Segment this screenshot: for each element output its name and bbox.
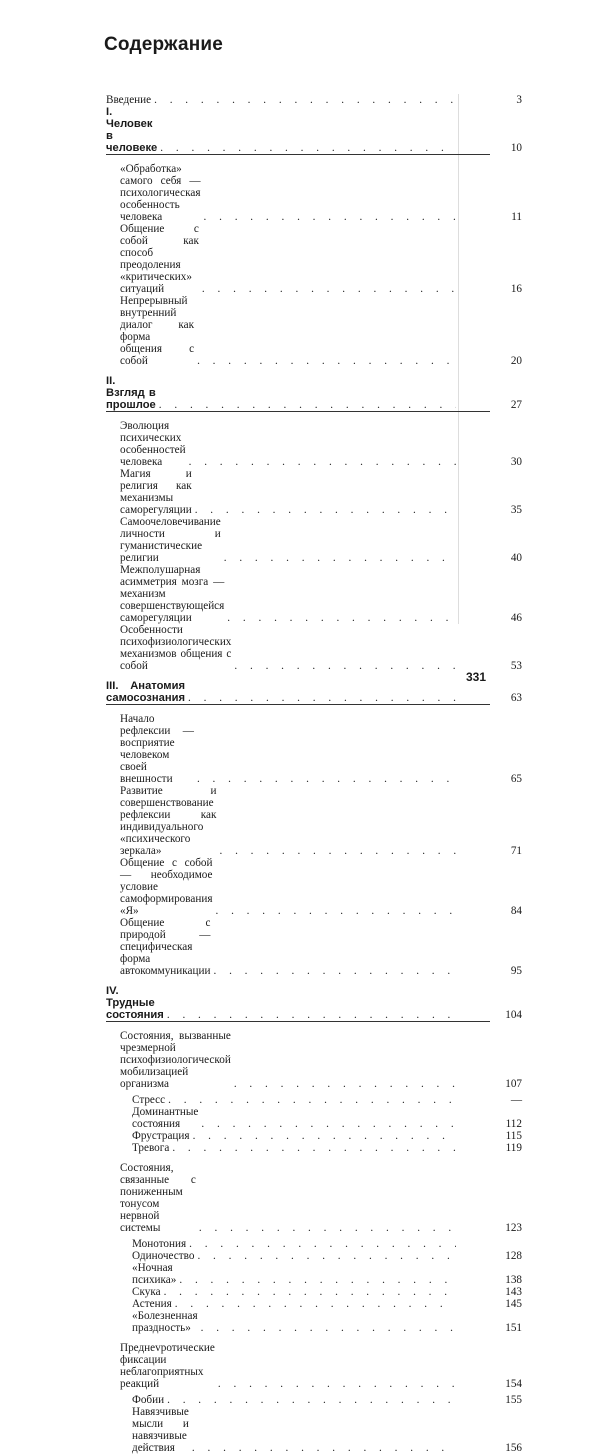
toc-entry-text: Фрустрация: [132, 1130, 190, 1142]
toc-entry[interactable]: [120, 917, 522, 977]
toc-entry[interactable]: [120, 295, 522, 367]
leader-dots: [159, 399, 456, 411]
leader-dots: [204, 211, 456, 223]
leader-dots: [192, 1442, 456, 1454]
toc-subentry[interactable]: [132, 1298, 522, 1310]
toc-entry-text: Состояния, связанные с пониженным тонусом нервной системы: [120, 1162, 196, 1234]
toc-entry[interactable]: [120, 857, 522, 917]
toc-page-number: 63: [510, 692, 522, 704]
toc-entry-text: «Обработка» самого себя — психологическая особенность человека: [120, 163, 201, 223]
toc-entry-text: Тревога: [132, 1142, 170, 1154]
toc-page-number: 40: [510, 552, 522, 564]
toc-subentry[interactable]: [132, 1286, 522, 1298]
toc-page-number: 3: [516, 94, 522, 106]
toc-page-number: —: [510, 1094, 522, 1106]
toc-entry[interactable]: [120, 516, 522, 564]
toc-chapter-title: I. Человек в человеке: [106, 106, 158, 154]
page-title: Содержание: [104, 34, 224, 55]
leader-dots: [219, 845, 456, 857]
toc-page-number: 10: [510, 142, 522, 154]
toc-entry[interactable]: [120, 624, 522, 672]
toc-entry[interactable]: [120, 785, 522, 857]
toc-page-number: 112: [505, 1118, 522, 1130]
toc-subentry[interactable]: [132, 1262, 522, 1286]
leader-dots: [213, 965, 456, 977]
toc-page-number: 84: [510, 905, 522, 917]
leader-dots: [179, 1274, 456, 1286]
toc-entry-text: Непрерывный внутренний диалог как форма общения с собой: [120, 295, 195, 367]
toc-entry[interactable]: [120, 420, 522, 468]
toc-entry[interactable]: [120, 163, 522, 223]
toc-page-number: 46: [510, 612, 522, 624]
toc-entry-text: Особенности психофизиологических механизмов общения с собой: [120, 624, 232, 672]
leader-dots: [202, 283, 456, 295]
toc-entry[interactable]: [120, 223, 522, 295]
toc-page-number: 145: [505, 1298, 522, 1310]
toc-page-number: 95: [510, 965, 522, 977]
toc-chapter-title: IV. Трудные состояния: [106, 985, 164, 1021]
toc-entry[interactable]: [120, 564, 522, 624]
leader-dots: [189, 456, 456, 468]
toc-entry-text: Преднevротические фиксации неблагоприятных реакций: [120, 1342, 215, 1390]
toc-page-number: 71: [510, 845, 522, 857]
toc-page-number: 104: [505, 1009, 522, 1021]
toc-subentry[interactable]: [132, 1406, 522, 1454]
toc-entry-text: Начало рефлексии — восприятие человеком своей внешности: [120, 713, 194, 785]
leader-dots: [234, 660, 456, 672]
toc-chapter-1[interactable]: [106, 106, 522, 154]
leader-dots: [234, 1078, 456, 1090]
toc-chapter-2[interactable]: [106, 375, 522, 411]
toc-entry-text: Межполушарная асимметрия мозга — механизм совершенствующейся саморегуляции: [120, 564, 225, 624]
toc-page-number: 35: [510, 504, 522, 516]
leader-dots: [197, 355, 456, 367]
toc-entry-text: Общение с природой — специфическая форма автокоммуникации: [120, 917, 211, 977]
toc-page-number: 53: [510, 660, 522, 672]
toc-entry-text: Доминантные состояния: [132, 1106, 199, 1130]
toc-subentry[interactable]: [132, 1250, 522, 1262]
toc-page-number: 138: [505, 1274, 522, 1286]
leader-dots: [160, 142, 456, 154]
leader-dots: [215, 905, 456, 917]
toc-subentry[interactable]: [132, 1310, 522, 1334]
toc-entry-text: Одиночество: [132, 1250, 195, 1262]
table-of-contents: [106, 94, 522, 1454]
toc-entry-text: «Болезненная праздность»: [132, 1310, 198, 1334]
toc-chapter-title: III. Анатомия самосознания: [106, 680, 186, 704]
toc-chapter-4[interactable]: [106, 985, 522, 1021]
toc-entry-text: Монотония: [132, 1238, 187, 1250]
toc-page-number: 151: [505, 1322, 522, 1334]
leader-dots: [197, 1250, 456, 1262]
toc-entry-text: Самоочеловечивание личности и гуманистические религии: [120, 516, 221, 564]
toc-page-number: 154: [505, 1378, 522, 1390]
toc-subentry[interactable]: [132, 1394, 522, 1406]
toc-page-number: 107: [505, 1078, 522, 1090]
leader-dots: [224, 552, 456, 564]
toc-page-number: 156: [505, 1442, 522, 1454]
toc-page-number: 16: [510, 283, 522, 295]
page-number: 331: [466, 670, 487, 684]
toc-entry[interactable]: [120, 1162, 522, 1234]
toc-entry-text: Общение с собой — необходимое условие самоформирования «Я»: [120, 857, 213, 917]
leader-dots: [172, 1142, 456, 1154]
toc-entry-intro[interactable]: [106, 94, 522, 106]
toc-page-number: 30: [510, 456, 522, 468]
toc-entry-text: Эволюция психических особенностей человека: [120, 420, 186, 468]
toc-page-number: 119: [505, 1142, 522, 1154]
leader-dots: [201, 1322, 456, 1334]
toc-entry[interactable]: [120, 1342, 522, 1390]
toc-page-number: 143: [505, 1286, 522, 1298]
toc-entry-text: Развитие и совершенствование рефлексии как индивидуального «психического зеркала»: [120, 785, 217, 857]
toc-chapter-3[interactable]: [106, 680, 522, 704]
toc-page-number: 20: [510, 355, 522, 367]
toc-entry-text: Общение с собой как способ преодоления «критических» ситуаций: [120, 223, 199, 295]
toc-entry-text: Стресс: [132, 1094, 166, 1106]
toc-entry-text: Астения: [132, 1298, 172, 1310]
leader-dots: [167, 1394, 456, 1406]
toc-entry-text: Состояния, вызванные чрезмерной психофизиологической мобилизацией организма: [120, 1030, 231, 1090]
toc-page-number: 27: [510, 399, 522, 411]
toc-subentry[interactable]: [132, 1094, 522, 1106]
toc-subentry[interactable]: [132, 1142, 522, 1154]
leader-dots: [193, 1130, 456, 1142]
leader-dots: [195, 504, 456, 516]
toc-entry[interactable]: [120, 713, 522, 785]
toc-page-number: 11: [511, 211, 522, 223]
leader-dots: [189, 1238, 456, 1250]
leader-dots: [154, 94, 456, 106]
leader-dots: [168, 1094, 456, 1106]
toc-page-number: 155: [505, 1394, 522, 1406]
toc-chapter-title: II. Взгляд в прошлое: [106, 375, 156, 411]
leader-dots: [197, 773, 456, 785]
toc-entry-text: Введение: [106, 94, 152, 106]
toc-entry-text: Магия и религия как механизмы саморегуляции: [120, 468, 192, 516]
toc-page-number: 128: [505, 1250, 522, 1262]
toc-subentry[interactable]: [132, 1130, 522, 1142]
leader-dots: [199, 1222, 456, 1234]
leader-dots: [167, 1009, 456, 1021]
toc-subentry[interactable]: [132, 1106, 522, 1130]
toc-entry-text: Скука: [132, 1286, 161, 1298]
leader-dots: [164, 1286, 456, 1298]
leader-dots: [188, 692, 456, 704]
toc-page-number: 115: [505, 1130, 522, 1142]
leader-dots: [227, 612, 456, 624]
toc-subentry[interactable]: [132, 1238, 490, 1250]
leader-dots: [201, 1118, 456, 1130]
toc-page-number: 123: [505, 1222, 522, 1234]
toc-entry-text: Навязчивые мысли и навязчивые действия: [132, 1406, 189, 1454]
toc-entry-text: «Ночная психика»: [132, 1262, 177, 1286]
leader-dots: [218, 1378, 456, 1390]
toc-page-number: 65: [510, 773, 522, 785]
toc-entry[interactable]: [120, 1030, 522, 1090]
toc-entry[interactable]: [120, 468, 522, 516]
toc-entry-text: Фобии: [132, 1394, 165, 1406]
leader-dots: [175, 1298, 456, 1310]
